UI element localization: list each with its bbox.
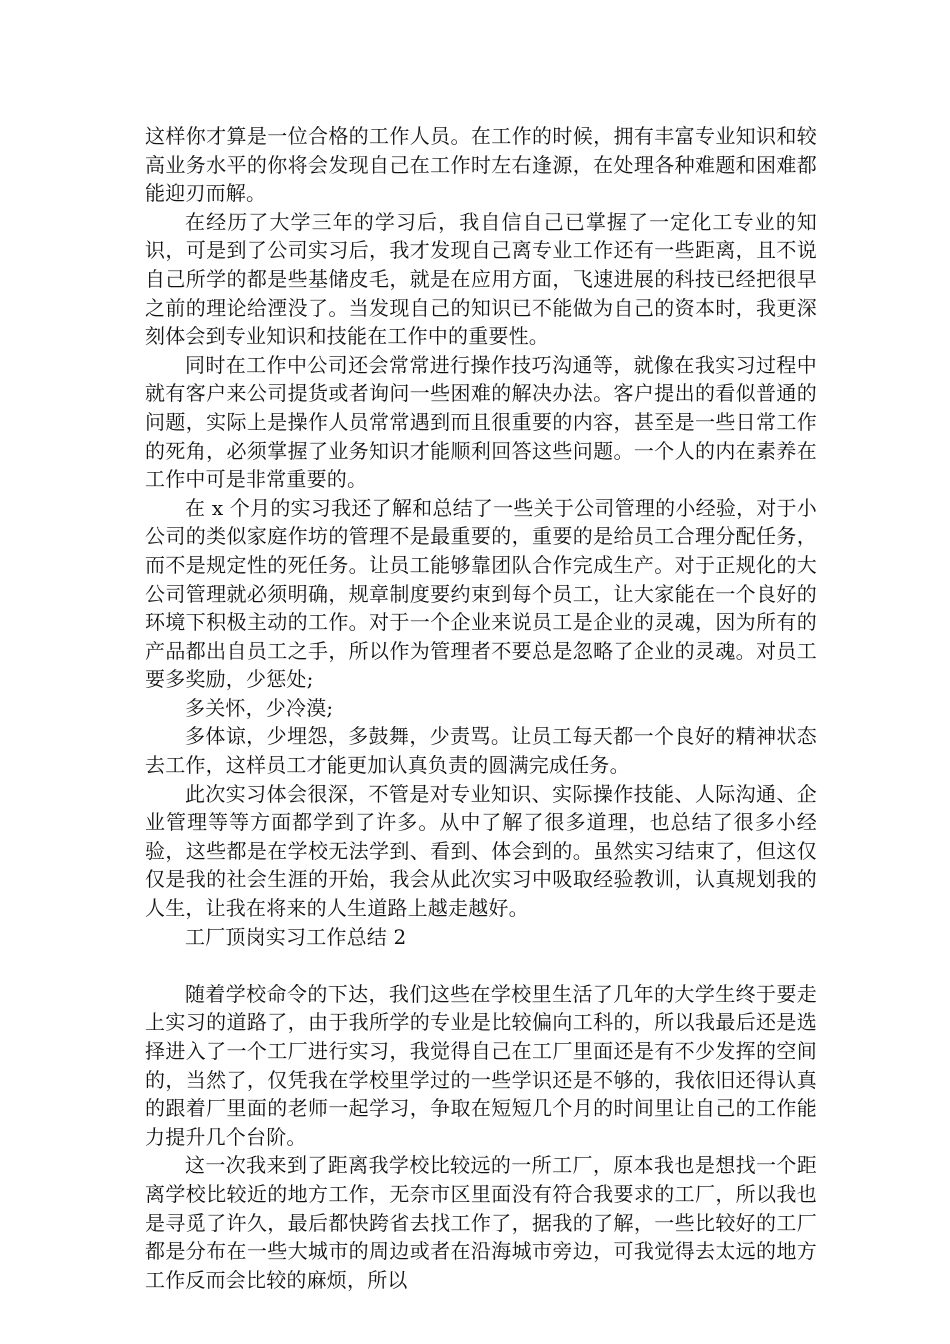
paragraph-6: 多体谅，少埋怨，多鼓舞，少责骂。让员工每天都一个良好的精神状态去工作，这样员工才能更加认真负责的圆满完成任务。 [145, 724, 817, 778]
paragraph-9: 这一次我来到了距离我学校比较远的一所工厂，原本我也是想找一个距离学校比较近的地方工作，无奈市区里面没有符合我要求的工厂，所以我也是寻觅了许久，最后都快跨省去找工作了，据我的了解，一些比较好的工厂都是分布在一些大城市的周边或者在沿海城市旁边，可我觉得去太远的地方工作反而会比较的麻烦，所以 [145, 1153, 817, 1292]
paragraph-8: 随着学校命令的下达，我们这些在学校里生活了几年的大学生终于要走上实习的道路了，由于我所学的专业是比较偏向工科的，所以我最后还是选择进入了一个工厂进行实习，我觉得自己在工厂里面还是有不少发挥的空间的，当然了，仅凭我在学校里学过的一些学识还是不够的，我依旧还得认真的跟着厂里面的老师一起学习，争取在短短几个月的时间里让自己的工作能力提升几个台阶。 [145, 981, 817, 1149]
section-heading: 工厂顶岗实习工作总结 2 [185, 924, 407, 949]
paragraph-7: 此次实习体会很深，不管是对专业知识、实际操作技能、人际沟通、企业管理等等方面都学到了许多。从中了解了很多道理，也总结了很多小经验，这些都是在学校无法学到、看到、体会到的。虽然实习结束了，但这仅仅是我的社会生涯的开始，我会从此次实习中吸取经验教训，认真规划我的人生，让我在将来的人生道路上越走越好。 [145, 781, 817, 921]
paragraph-4: 在 x 个月的实习我还了解和总结了一些关于公司管理的小经验，对于小公司的类似家庭作坊的管理不是最重要的，重要的是给员工合理分配任务，而不是规定性的死任务。让员工能够靠团队合作完成生产。对于正规化的大公司管理就必须明确，规章制度要约束到每个员工，让大家能在一个良好的环境下积极主动的工作。对于一个企业来说员工是企业的灵魂，因为所有的产品都出自员工之手，所以作为管理者不要总是忽略了企业的灵魂。对员工要多奖励，少惩处; [145, 495, 817, 692]
paragraph-1: 这样你才算是一位合格的工作人员。在工作的时候，拥有丰富专业知识和较高业务水平的你将会发现自己在工作时左右逢源，在处理各种难题和困难都能迎刃而解。 [145, 124, 817, 206]
paragraph-2: 在经历了大学三年的学习后，我自信自己已掌握了一定化工专业的知识，可是到了公司实习后，我才发现自己离专业工作还有一些距离，且不说自己所学的都是些基储皮毛，就是在应用方面，飞速进展的科技已经把很早之前的理论给湮没了。当发现自己的知识已不能做为自己的资本时，我更深刻体会到专业知识和技能在工作中的重要性。 [145, 209, 817, 349]
paragraph-3: 同时在工作中公司还会常常进行操作技巧沟通等，就像在我实习过程中就有客户来公司提货或者询问一些困难的解决办法。客户提出的看似普通的问题，实际上是操作人员常常遇到而且很重要的内容，甚至是一些日常工作的死角，必须掌握了业务知识才能顺利回答这些问题。一个人的内在素养在工作中可是非常重要的。 [145, 352, 817, 492]
paragraph-5: 多关怀，少冷漠; [185, 695, 334, 720]
blank-line [145, 951, 817, 980]
document-body [145, 122, 817, 1294]
